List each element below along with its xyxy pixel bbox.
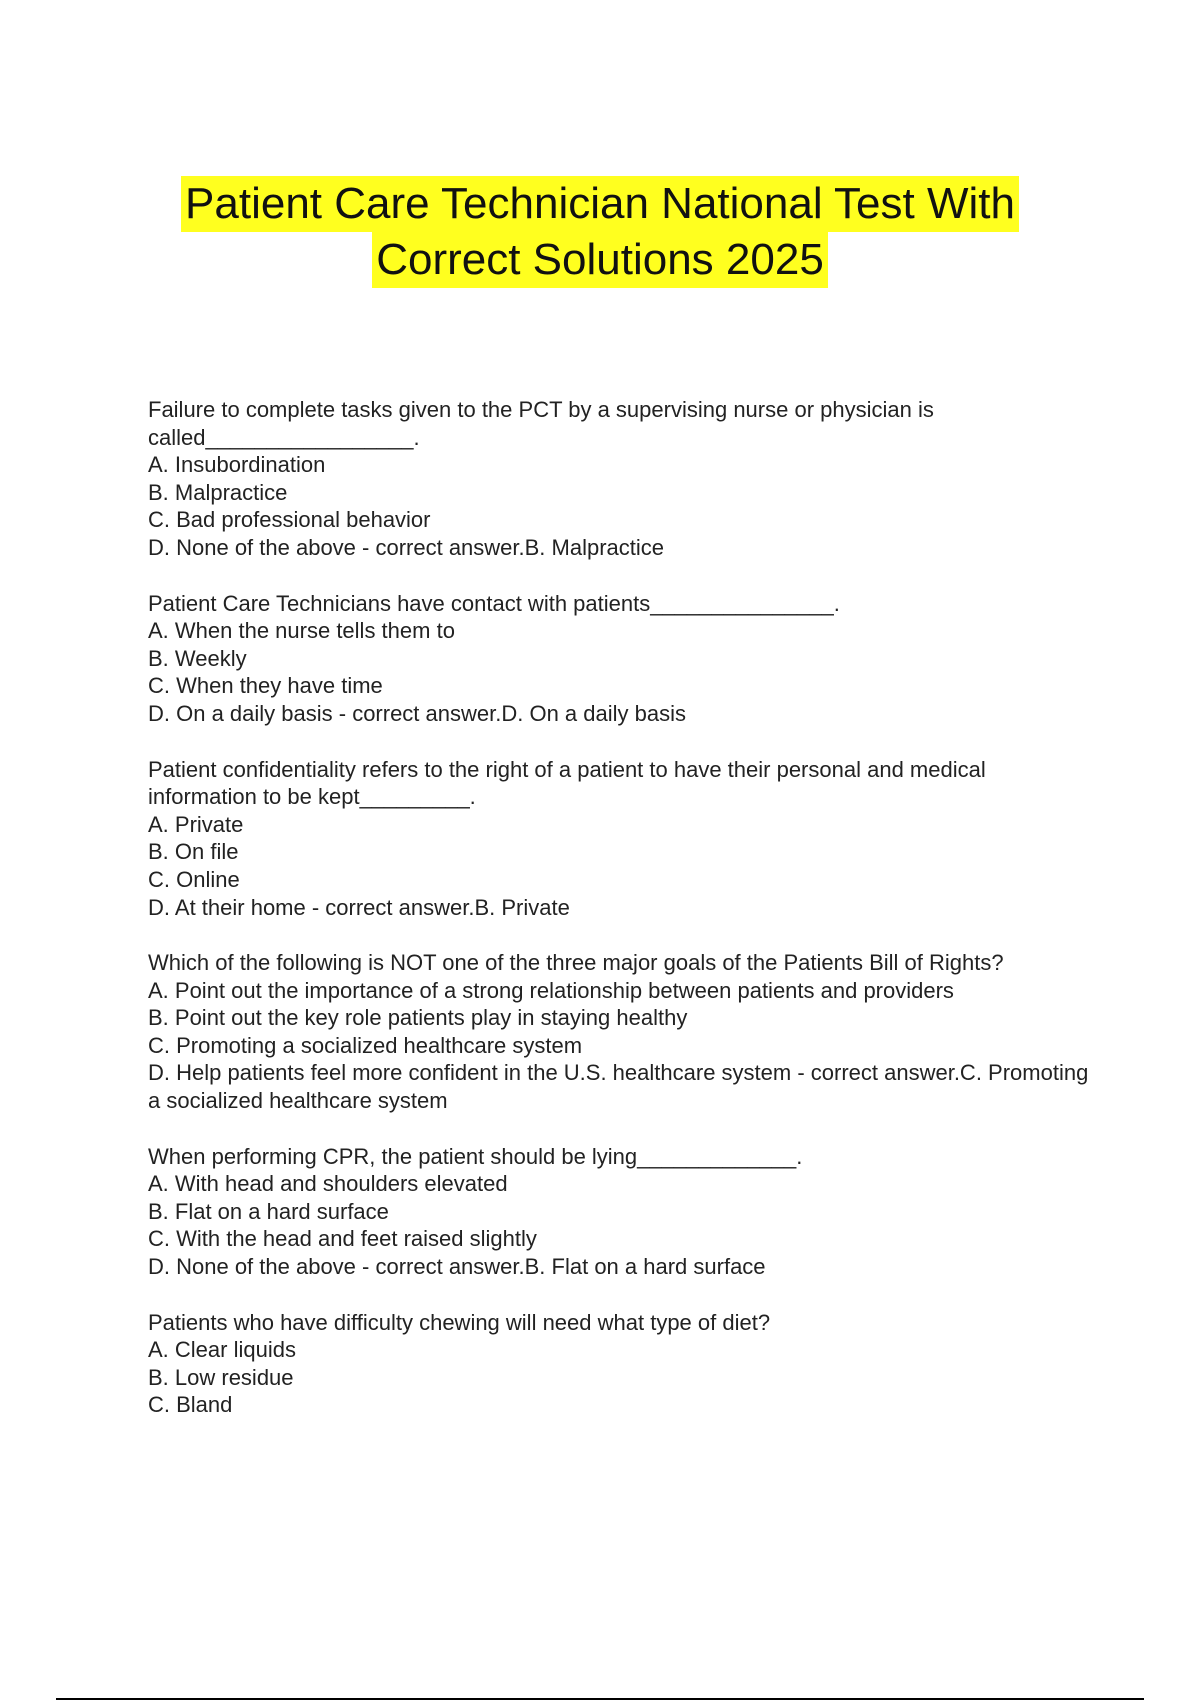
question-5 [148, 1143, 1098, 1281]
option-c: C. When they have time [148, 673, 383, 699]
document-title [0, 176, 1200, 288]
option-d-answer: D. None of the above - correct answer.B. Malpractice [148, 534, 665, 560]
question-4 [148, 949, 1098, 1115]
question-3 [148, 756, 1098, 922]
question-text: Patient confidentiality refers to the right of a patient to have their personal and medical information to be kept_________. [148, 756, 986, 810]
option-c: C. Promoting a socialized healthcare system [148, 1032, 583, 1058]
option-a: A. Point out the importance of a strong relationship between patients and providers [148, 977, 954, 1003]
option-b: B. Low residue [148, 1364, 294, 1390]
question-2 [148, 590, 1098, 728]
option-b: B. Weekly [148, 645, 247, 671]
option-d-answer: D. Help patients feel more confident in the U.S. healthcare system - correct answer.C. Promoting a socialized healthcare system [148, 1060, 1089, 1114]
question-text: Patient Care Technicians have contact with patients_______________. [148, 590, 840, 616]
question-text: Patients who have difficulty chewing will need what type of diet? [148, 1309, 771, 1335]
title-line-2: Correct Solutions 2025 [372, 232, 828, 288]
option-b: B. On file [148, 839, 239, 865]
option-a: A. With head and shoulders elevated [148, 1171, 508, 1197]
option-c: C. Online [148, 866, 240, 892]
option-d-answer: D. None of the above - correct answer.B. Flat on a hard surface [148, 1254, 766, 1280]
title-line-1: Patient Care Technician National Test With [181, 176, 1019, 232]
option-b: B. Malpractice [148, 479, 288, 505]
question-6 [148, 1309, 1098, 1419]
option-c: C. Bad professional behavior [148, 507, 431, 533]
question-list [148, 396, 1098, 1447]
question-text: When performing CPR, the patient should be lying_____________. [148, 1143, 803, 1169]
option-a: A. Private [148, 811, 244, 837]
option-a: A. When the nurse tells them to [148, 618, 455, 644]
option-b: B. Flat on a hard surface [148, 1198, 389, 1224]
option-d-answer: D. On a daily basis - correct answer.D. On a daily basis [148, 700, 686, 726]
question-text: Which of the following is NOT one of the three major goals of the Patients Bill of Rights? [148, 950, 1004, 976]
option-d-answer: D. At their home - correct answer.B. Private [148, 894, 570, 920]
option-a: A. Insubordination [148, 452, 326, 478]
option-a: A. Clear liquids [148, 1337, 296, 1363]
question-text: Failure to complete tasks given to the PCT by a supervising nurse or physician is called_________________. [148, 397, 934, 450]
option-c: C. With the head and feet raised slightly [148, 1226, 537, 1252]
question-1 [148, 396, 1098, 562]
option-c: C. Bland [148, 1392, 233, 1418]
option-b: B. Point out the key role patients play in staying healthy [148, 1005, 688, 1031]
